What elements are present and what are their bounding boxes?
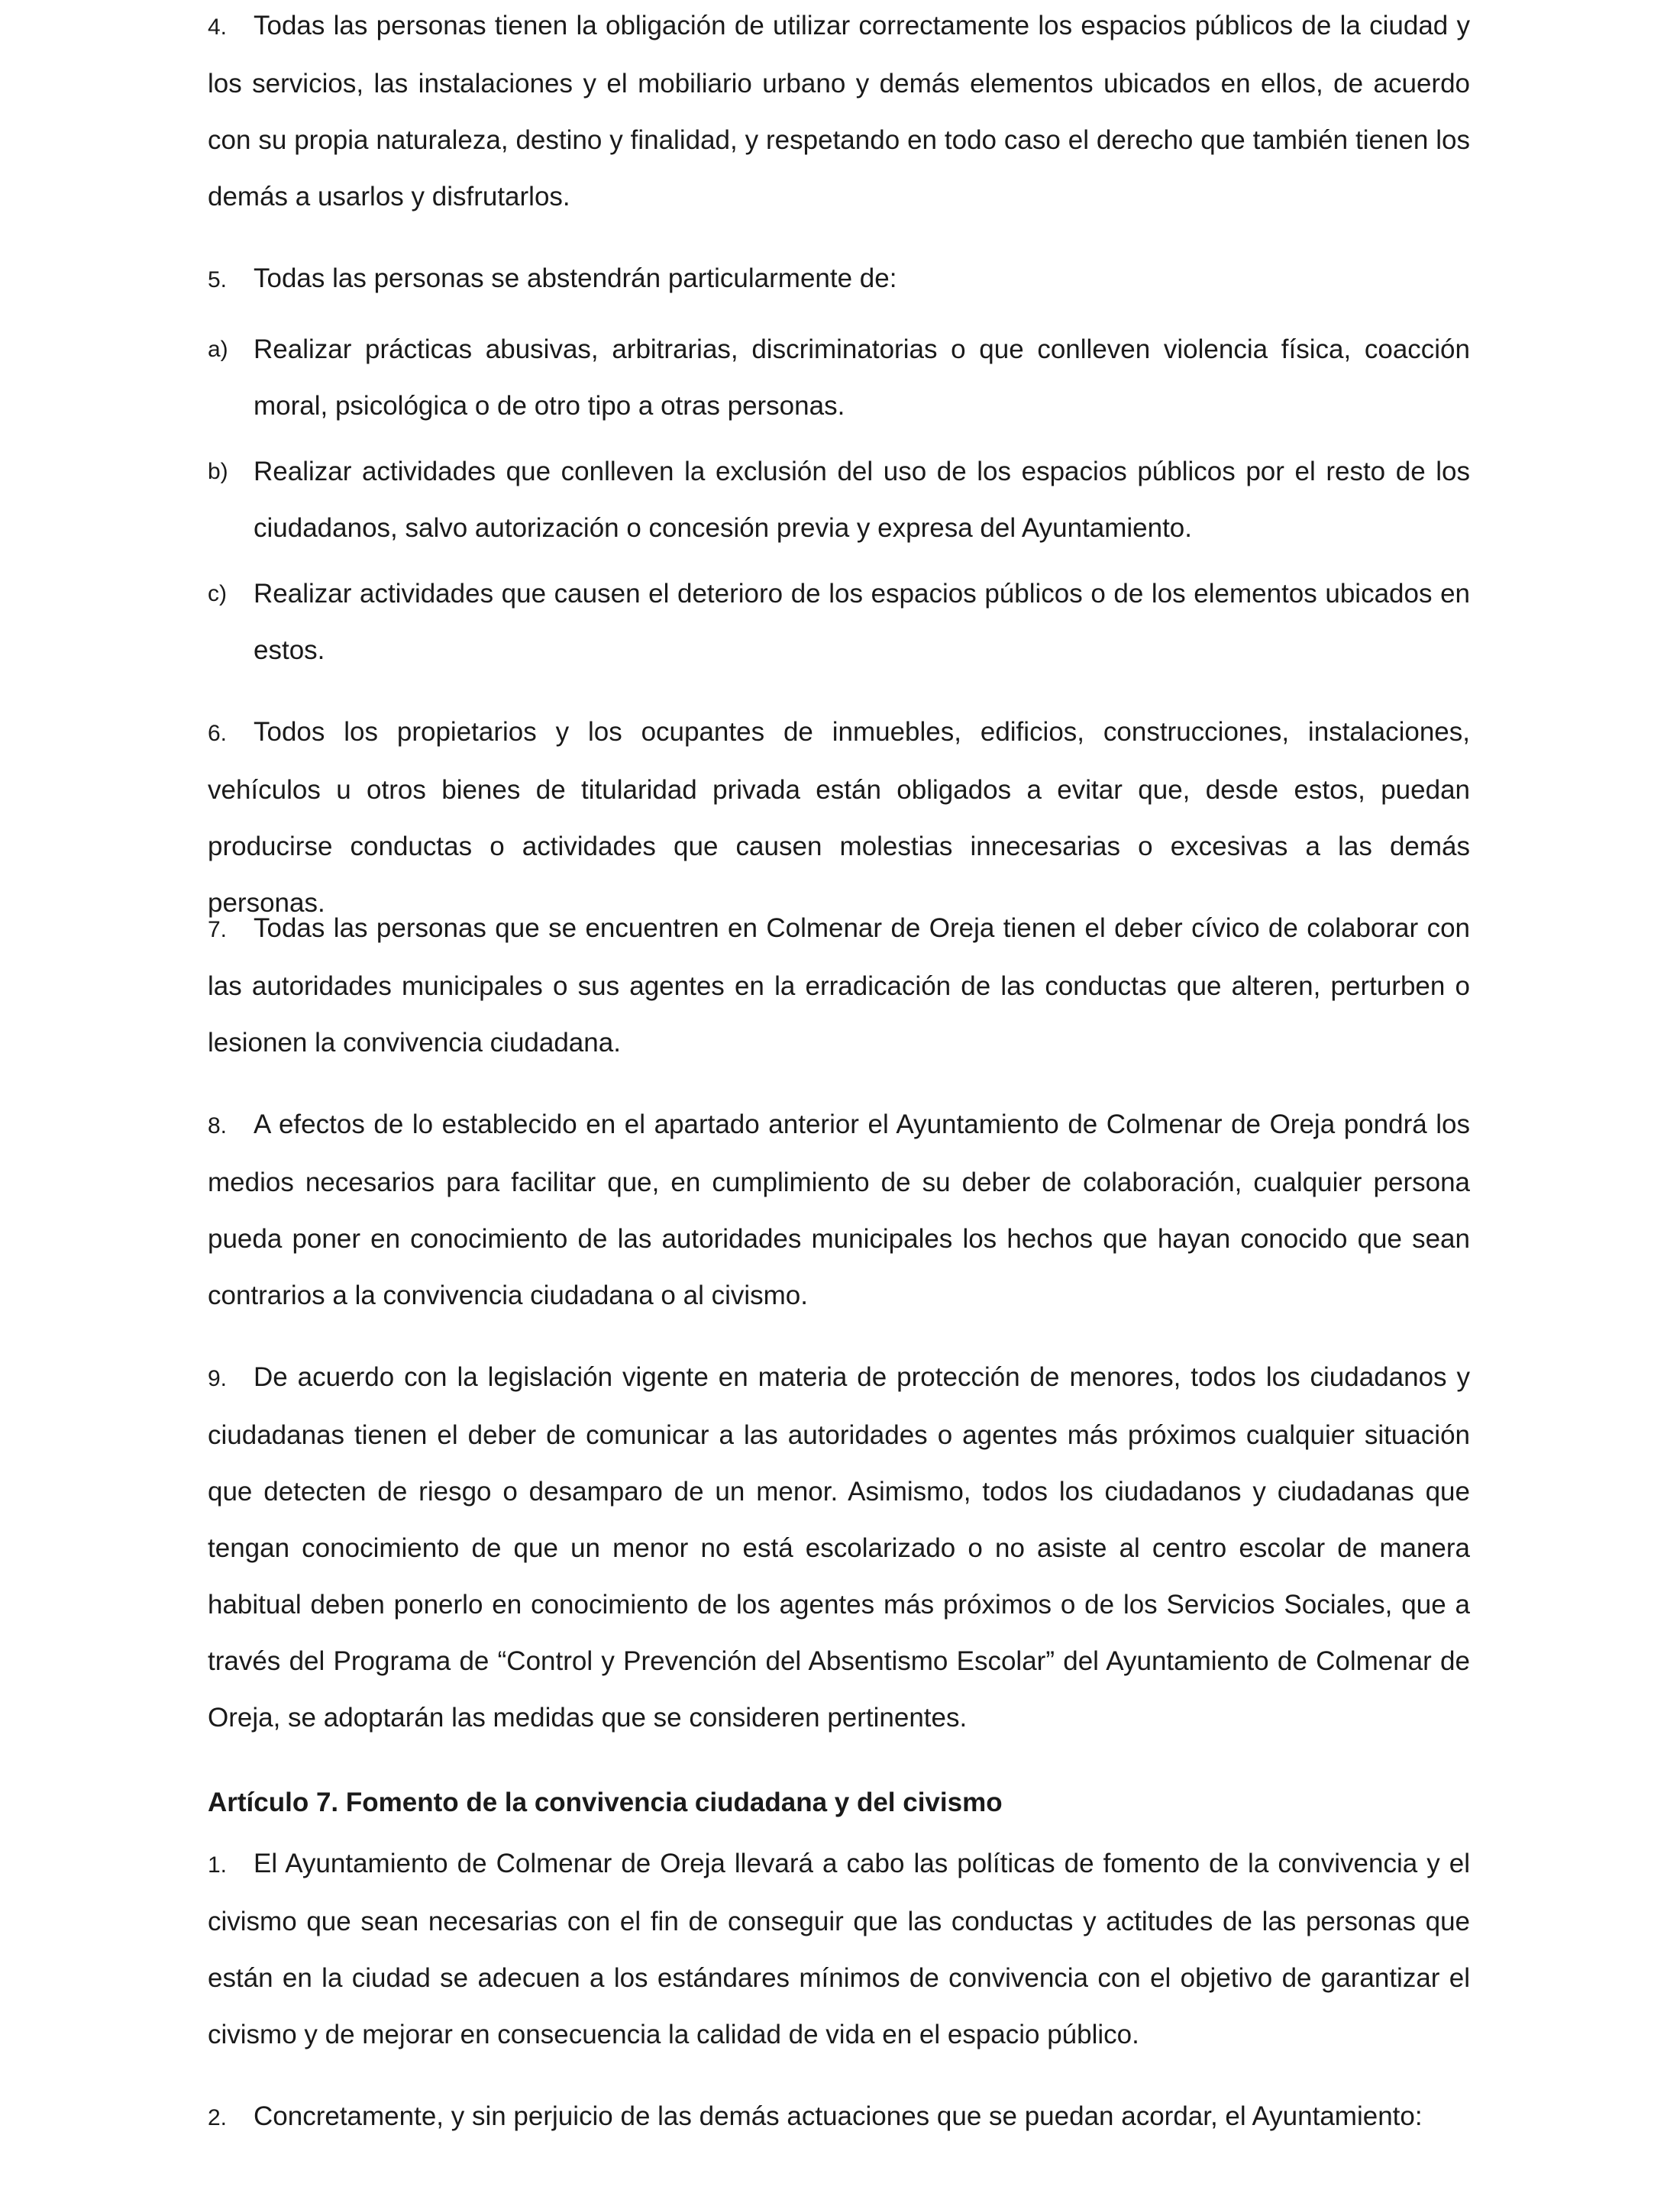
paragraph-text: Todas las personas se abstendrán particularmente de: xyxy=(254,263,897,293)
paragraph-text: De acuerdo con la legislación vigente en materia de protección de menores, todos los ciudadanos y ciudadanas tienen el deber de comunicar a las autoridades o agentes más próximos cualquier situación que detecten de riesgo o desamparo de un menor. Asimismo, todos los ciudadanos y ciudadanas que tengan conocimiento de que un menor no está escolarizado o no asiste al centro escolar de manera habitual deben ponerlo en conocimiento de los agentes más próximos o de los Servicios Sociales, que a través del Programa de “Control y Prevención del Absentismo Escolar” del Ayuntamiento de Colmenar de Oreja, se adoptarán las medidas que se consideren pertinentes. xyxy=(208,1362,1470,1733)
paragraph-number: 7. xyxy=(208,917,228,942)
paragraph-6 xyxy=(208,704,1470,932)
paragraph-number: 9. xyxy=(208,1366,228,1391)
paragraph-number: 2. xyxy=(208,2105,228,2130)
article-7-heading: Artículo 7. Fomento de la convivencia ciudadana y del civismo xyxy=(208,1788,1003,1817)
article-7-paragraph-2 xyxy=(208,2088,1470,2146)
paragraph-4 xyxy=(208,0,1470,225)
list-item-label: c) xyxy=(208,581,227,606)
list-item-text: Realizar prácticas abusivas, arbitrarias, discriminatorias o que conlleven violencia física, coacción moral, psicológica o de otro tipo a otras personas. xyxy=(254,334,1470,421)
paragraph-number: 8. xyxy=(208,1113,228,1138)
paragraph-5 xyxy=(208,250,1470,308)
paragraph-number: 6. xyxy=(208,721,228,746)
list-item-a xyxy=(208,321,1470,434)
paragraph-text: Concretamente, y sin perjuicio de las demás actuaciones que se puedan acordar, el Ayuntamiento: xyxy=(254,2101,1423,2131)
list-item-b xyxy=(208,444,1470,557)
paragraph-8 xyxy=(208,1096,1470,1324)
list-item-text: Realizar actividades que causen el deterioro de los espacios públicos o de los elementos ubicados en estos. xyxy=(254,579,1470,665)
list-item-text: Realizar actividades que conlleven la exclusión del uso de los espacios públicos por el resto de los ciudadanos, salvo autorización o concesión previa y expresa del Ayuntamiento. xyxy=(254,457,1470,543)
paragraph-text: Todas las personas que se encuentren en Colmenar de Oreja tienen el deber cívico de colaborar con las autoridades municipales o sus agentes en la erradicación de las conductas que alteren, perturben o lesionen la convivencia ciudadana. xyxy=(208,913,1470,1058)
paragraph-text: Todos los propietarios y los ocupantes de inmuebles, edificios, construcciones, instalaciones, vehículos u otros bienes de titularidad privada están obligados a evitar que, desde estos, puedan producirse conductas o actividades que causen molestias innecesarias o excesivas a las demás personas. xyxy=(208,717,1470,918)
list-item-c xyxy=(208,566,1470,679)
list-item-label: a) xyxy=(208,337,228,362)
paragraph-number: 1. xyxy=(208,1852,228,1878)
paragraph-text: A efectos de lo establecido en el apartado anterior el Ayuntamiento de Colmenar de Oreja pondrá los medios necesarios para facilitar que, en cumplimiento de su deber de colaboración, cualquier persona pueda poner en conocimiento de las autoridades municipales los hechos que hayan conocido que sean contrarios a la convivencia ciudadana o al civismo. xyxy=(208,1109,1470,1310)
paragraph-number: 5. xyxy=(208,267,228,292)
article-7-paragraph-1 xyxy=(208,1836,1470,2063)
list-item-label: b) xyxy=(208,459,228,484)
paragraph-9 xyxy=(208,1349,1470,1746)
paragraph-number: 4. xyxy=(208,15,228,40)
paragraph-7 xyxy=(208,900,1470,1071)
paragraph-text: El Ayuntamiento de Colmenar de Oreja llevará a cabo las políticas de fomento de la convivencia y el civismo que sean necesarias con el fin de conseguir que las conductas y actitudes de las personas que están en la ciudad se adecuen a los estándares mínimos de convivencia con el objetivo de garantizar el civismo y de mejorar en consecuencia la calidad de vida en el espacio público. xyxy=(208,1849,1470,2049)
paragraph-text: Todas las personas tienen la obligación de utilizar correctamente los espacios públicos de la ciudad y los servicios, las instalaciones y el mobiliario urbano y demás elementos ubicados en ellos, de acuerdo con su propia naturaleza, destino y finalidad, y respetando en todo caso el derecho que también tienen los demás a usarlos y disfrutarlos. xyxy=(208,11,1470,212)
